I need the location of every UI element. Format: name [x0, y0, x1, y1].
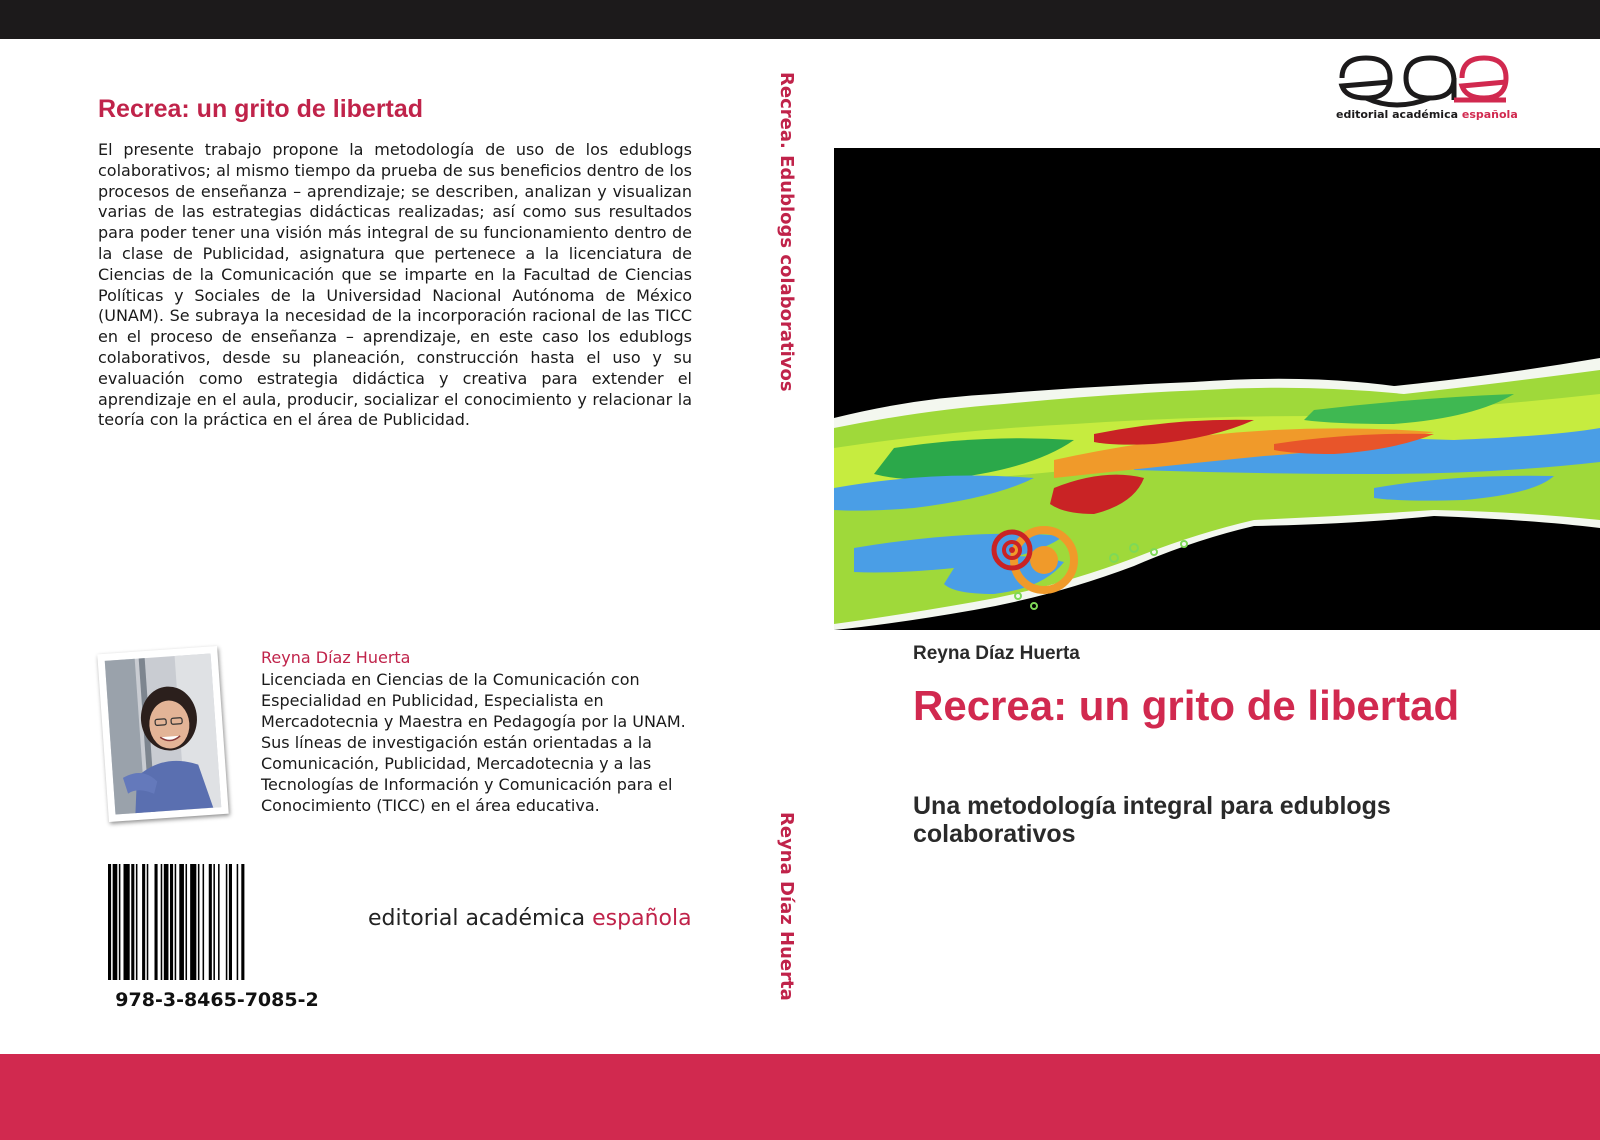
barcode-bar — [218, 864, 220, 980]
svg-text:editorial académica española — [1336, 108, 1518, 121]
barcode-bar — [142, 864, 145, 980]
logo-text-main: editorial académica — [1336, 108, 1462, 121]
barcode-bar — [179, 864, 184, 980]
bottom-border-bar — [0, 1054, 1600, 1140]
top-border-bar — [0, 0, 1600, 39]
barcode-bar — [213, 864, 215, 980]
barcode-bar — [131, 864, 134, 980]
front-author-name: Reyna Díaz Huerta — [913, 643, 1080, 664]
author-bio: Licenciada en Ciencias de la Comunicación con Especialidad en Publicidad, Especialista en Mercadotecnia y Maestra en Pedagogía por la UNAM. Sus líneas de investigación están orientadas a la Comunicación, Publicidad, Mercadotecnia y a las Tecnologías de Información y Comunicación para el Conocimiento (TICC) en el área educativa. — [261, 670, 686, 815]
logo-text-accent: española — [1461, 108, 1518, 121]
barcode-bar — [164, 864, 169, 980]
spine-author: Reyna Díaz Huerta — [776, 812, 797, 1001]
back-publisher-main: editorial académica — [368, 906, 593, 931]
back-author-name: Reyna Díaz Huerta — [261, 648, 411, 667]
spine-title: Recrea. Edublogs colaborativos — [776, 72, 797, 392]
author-photo — [97, 646, 228, 822]
front-cover-title: Recrea: un grito de libertad — [913, 682, 1460, 729]
barcode-bar — [124, 864, 130, 980]
isbn-number: 978-3-8465-7085-2 — [115, 989, 319, 1011]
barcode-bar — [147, 864, 149, 980]
barcode-bar — [190, 864, 196, 980]
publisher-logo — [1336, 52, 1518, 122]
barcode-bar — [155, 864, 158, 980]
back-cover-blurb: El presente trabajo propone la metodología de uso de los edublogs colaborativos; al mismo tiempo da prueba de sus beneficios dentro de los procesos de enseñanza – aprendizaje; se describen, analizan y visualizan varias de las estrategias didácticas realizadas; así como sus resultados para poder tener una visión más integral de su funcionamiento dentro de la clase de Publicidad, asignatura que pertenece a la licenciatura de Ciencias de la Comunicación que se imparte en la Facultad de Ciencias Políticas y Sociales de la Universidad Nacional Autónoma de México (UNAM). Se subraya la necesidad de la incorporación racional de las TICC en el proceso de enseñanza – aprendizaje, en este caso los edublogs colaborativos, desde su planeación, construcción hasta el uso y su evaluación como estrategia didáctica y creativa para extender el aprendizaje en el aula, producir, socializar el conocimiento y relacionar la teoría con la práctica en el área de Publicidad. — [98, 140, 692, 430]
back-publisher-name — [368, 906, 692, 931]
barcode-bar — [203, 864, 205, 980]
barcode-bar — [108, 864, 111, 980]
barcode-bar — [113, 864, 118, 980]
barcode-bar — [229, 864, 232, 980]
barcode-bar — [237, 864, 239, 980]
barcode-bar — [161, 864, 163, 980]
front-cover-subtitle: Una metodología integral para edublogs colaborativos — [913, 792, 1391, 848]
barcode-bar — [186, 864, 188, 980]
barcode-bar — [241, 864, 244, 980]
barcode-bar — [226, 864, 228, 980]
barcode-bar — [170, 864, 173, 980]
back-publisher-accent: española — [592, 906, 692, 931]
back-cover-title: Recrea: un grito de libertad — [98, 95, 424, 123]
barcode-bar — [209, 864, 212, 980]
barcode-bar — [136, 864, 138, 980]
barcode-bar — [119, 864, 121, 980]
book-spine — [760, 70, 816, 1001]
cover-artwork — [834, 148, 1600, 630]
barcode-bar — [175, 864, 177, 980]
barcode-bar — [198, 864, 200, 980]
barcode — [108, 864, 326, 980]
